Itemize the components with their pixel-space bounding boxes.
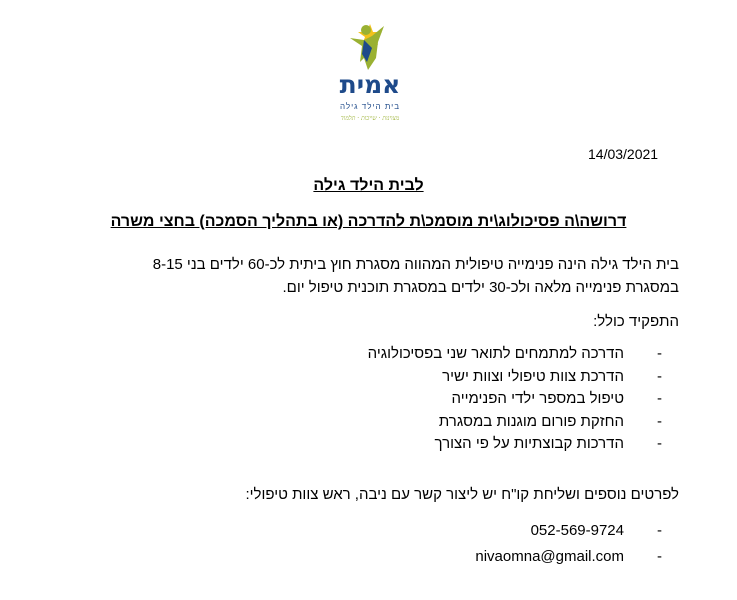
duty-text: הדרכה למתמחים לתואר שני בפסיכולוגיה: [367, 345, 624, 362]
contact-intro: לפרטים נוספים ושליחת קו"ח יש ליצור קשר עם ניבה, ראש צוות טיפולי:: [245, 486, 679, 503]
logo-tagline: מצוינות · שייכות · תלמוד: [340, 115, 400, 122]
list-item: [368, 433, 662, 456]
contact-phone: [475, 518, 662, 544]
intro-paragraph: [59, 253, 679, 299]
duties-list: [368, 343, 662, 456]
bullet-dash: -: [657, 412, 662, 430]
bullet-dash: -: [657, 548, 662, 565]
phone-number[interactable]: 052-569-9724: [530, 522, 624, 539]
contact-email: [475, 544, 662, 570]
document-title: לבית הילד גילה: [313, 177, 424, 194]
intro-line: במסגרת פנימייה מלאה ולכ-30 ילדים במסגרת תוכנית טיפול יום.: [282, 279, 679, 296]
bullet-dash: -: [657, 345, 662, 362]
bullet-dash: -: [657, 522, 662, 539]
bullet-dash: -: [657, 390, 662, 407]
figure-head: [361, 25, 371, 35]
amit-logo: [320, 18, 420, 128]
intro-line: בית הילד גילה הינה פנימייה טיפולית המהווה מסגרת חוץ ביתית לכ-60 ילדים בני 8-15: [152, 256, 679, 273]
bullet-dash: -: [657, 435, 662, 452]
document-subtitle: דרושה\ה פסיכולוג\ית מוסמכ\ת להדרכה (או בתהליך הסמכה) בחצי משרה: [110, 213, 627, 230]
list-item: [368, 343, 662, 366]
duty-text: הדרכת צוות טיפולי וצוות ישיר: [442, 367, 624, 385]
list-item: [368, 411, 662, 434]
bullet-dash: -: [657, 367, 662, 385]
figure-star-icon: [320, 18, 420, 78]
duty-text: החזקת פורום מוגנות במסגרת: [438, 412, 624, 430]
email-address[interactable]: nivaomna@gmail.com: [475, 548, 624, 565]
contacts-list: [475, 518, 662, 570]
duty-text: הדרכות קבוצתיות על פי הצורך: [434, 435, 624, 452]
list-item: [368, 366, 662, 389]
document-date: 14/03/2021: [588, 146, 659, 162]
logo-subline: בית הילד גילה: [339, 102, 401, 111]
logo-wordmark: אמית: [339, 70, 401, 99]
list-item: [368, 388, 662, 411]
duty-text: טיפול במספר ילדי הפנימייה: [451, 390, 624, 407]
role-label: התפקיד כולל:: [593, 313, 679, 330]
